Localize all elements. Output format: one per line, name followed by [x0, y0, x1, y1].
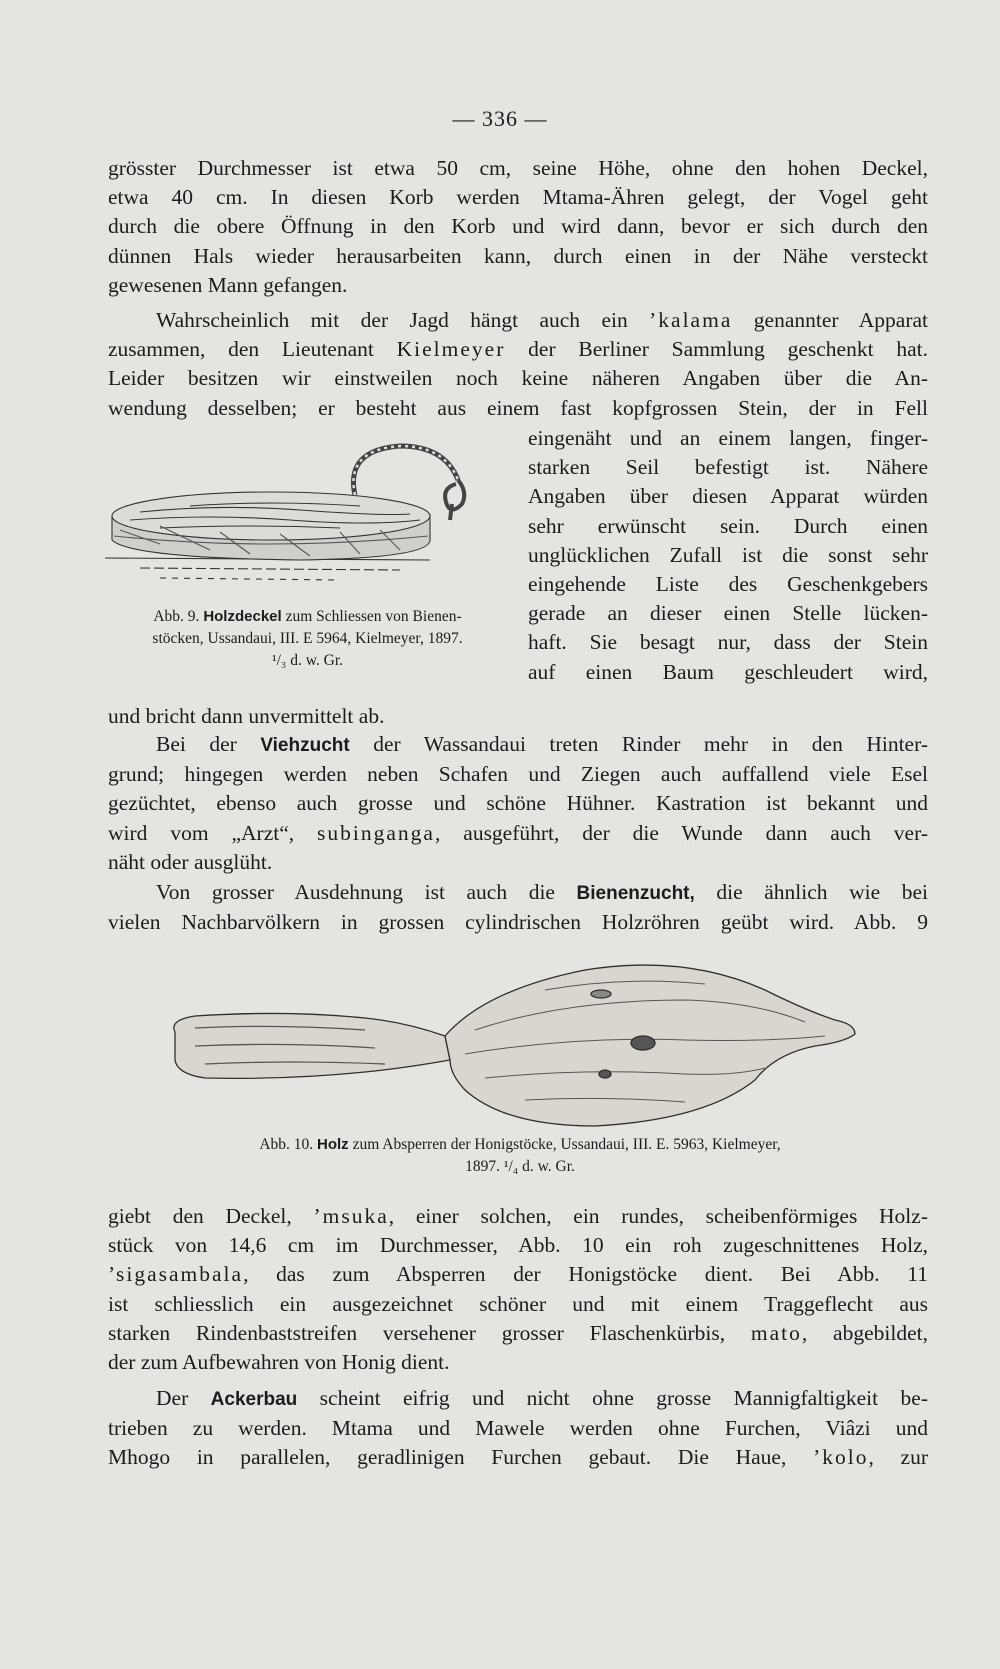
keyword-ackerbau: Ackerbau: [210, 1389, 298, 1410]
text-line: vielen Nachbarvölkern in grossen cylindrischen Holzröhren geübt wird. Abb. 9: [108, 910, 928, 935]
text-line: etwa 40 cm. In diesen Korb werden Mtama-Ähren gelegt, der Vogel geht: [108, 185, 928, 210]
text-line: näht oder ausglüht.: [108, 849, 273, 874]
paragraph-6: [108, 1384, 928, 1473]
term-subinganga: subinganga: [317, 820, 435, 845]
text-line: wird vom „Arzt“, subinganga, ausgeführt, der die Wunde dann auch ver-: [108, 820, 928, 845]
text-line: gewesenen Mann gefangen.: [108, 272, 348, 297]
caption-line: 1897. ¹/₄ d. w. Gr.: [465, 1158, 575, 1175]
text-line: zusammen, den Lieutenant Kielmeyer der Berliner Sammlung geschenkt hat.: [108, 337, 928, 362]
text-line: durch die obere Öffnung in den Korb und wird dann, bevor er sich durch den: [108, 214, 928, 239]
caption-line: stöcken, Ussandaui, III. E 5964, Kielmeyer, 1897.: [152, 630, 463, 647]
text-line: dünnen Hals wieder herausarbeiten kann, durch einen in der Nähe versteckt: [108, 243, 928, 268]
text-line: eingenäht und an einem langen, finger-: [528, 426, 928, 450]
text-line: gerade an dieser einen Stelle lücken-: [528, 601, 928, 626]
text-line: der zum Aufbewahren von Honig dient.: [108, 1350, 450, 1375]
term-msuka: ’msuka: [313, 1204, 389, 1228]
term-sigasambala: ’sigasambala: [108, 1262, 244, 1287]
text-line: Von grosser Ausdehnung ist auch die Bienenzucht, die ähnlich wie bei: [156, 880, 928, 904]
paragraph-2-end: [108, 702, 928, 731]
text-line: sehr erwünscht sein. Durch einen: [528, 513, 928, 538]
text-line: Wahrscheinlich mit der Jagd hängt auch ein ’kalama genannter Apparat: [156, 308, 928, 332]
text-line: stück von 14,6 cm im Durchmesser, Abb. 10 ein roh zugeschnittenes Holz,: [108, 1233, 928, 1258]
text-line: auf einen Baum geschleudert wird,: [528, 659, 928, 684]
page-number: — 336 —: [452, 106, 548, 131]
paragraph-5: [108, 1202, 928, 1377]
keyword-viehzucht: Viehzucht: [260, 735, 350, 756]
text-line: giebt den Deckel, ’msuka, einer solchen, ein rundes, scheibenförmiges Holz-: [108, 1204, 928, 1228]
name-kielmeyer: Kielmeyer: [396, 337, 506, 362]
text-line: und bricht dann unvermittelt ab.: [108, 704, 385, 728]
wrapped-text-column: [528, 424, 928, 687]
figure-9-caption: [100, 606, 515, 672]
text-line: grösster Durchmesser ist etwa 50 cm, seine Höhe, ohne den hohen Deckel,: [108, 156, 928, 180]
term-kolo: ’kolo: [813, 1445, 869, 1470]
text-line: starken Rindenbaststreifen versehener grosser Flaschenkürbis, mato, abgebildet,: [108, 1320, 928, 1345]
text-line: Der Ackerbau scheint eifrig und nicht ohne grosse Mannigfaltigkeit be-: [156, 1386, 929, 1410]
text-line: starken Seil befestigt ist. Nähere: [528, 455, 928, 480]
caption-line: Abb. 9. Holzdeckel zum Schliessen von Bienen-: [153, 608, 462, 625]
text-line: Mhogo in parallelen, geradlinigen Furchen gebaut. Die Haue, ’kolo, zur: [108, 1445, 928, 1470]
paragraph-1: [108, 154, 928, 300]
figure-10-wooden-paddle: [165, 950, 865, 1130]
text-line: Bei der Viehzucht der Wassandaui treten Rinder mehr in den Hinter-: [156, 732, 928, 756]
text-line: ’sigasambala, das zum Absperren der Honigstöcke dient. Bei Abb. 11: [108, 1262, 928, 1287]
text-line: ist schliesslich ein ausgezeichnet schöner und mit einem Traggeflecht aus: [108, 1291, 928, 1316]
caption-line: ¹/₃ d. w. Gr.: [271, 652, 344, 669]
text-line: gezüchtet, ebenso auch grosse und schöne Hühner. Kastration ist bekannt und: [108, 791, 928, 816]
text-line: trieben zu werden. Mtama und Mawele werden ohne Furchen, Viâzi und: [108, 1416, 928, 1441]
text-line: Leider besitzen wir einstweilen noch keine näheren Angaben über die An-: [108, 366, 928, 391]
text-line: wendung desselben; er besteht aus einem fast kopfgrossen Stein, der in Fell: [108, 395, 928, 420]
figure-10-caption: [140, 1134, 900, 1178]
caption-line: Abb. 10. Holz zum Absperren der Honigstöcke, Ussandaui, III. E. 5963, Kielmeyer,: [259, 1136, 781, 1153]
term-mato: mato: [750, 1320, 802, 1345]
paragraph-3: [108, 730, 928, 877]
figure-9-wooden-lid: [100, 440, 510, 600]
term-kalama: ’kalama: [649, 308, 733, 332]
text-line: grund; hingegen werden neben Schafen und Ziegen auch auffallend viele Esel: [108, 762, 928, 787]
text-line: Angaben über diesen Apparat würden: [528, 484, 928, 509]
keyword-bienenzucht: Bienenzucht,: [576, 883, 695, 904]
text-line: haft. Sie besagt nur, dass der Stein: [528, 630, 928, 655]
text-line: unglücklichen Zufall ist die sonst sehr: [528, 542, 928, 567]
paragraph-2: [108, 306, 928, 423]
paragraph-4: [108, 878, 928, 937]
text-line: eingehende Liste des Geschenkgebers: [528, 572, 928, 597]
